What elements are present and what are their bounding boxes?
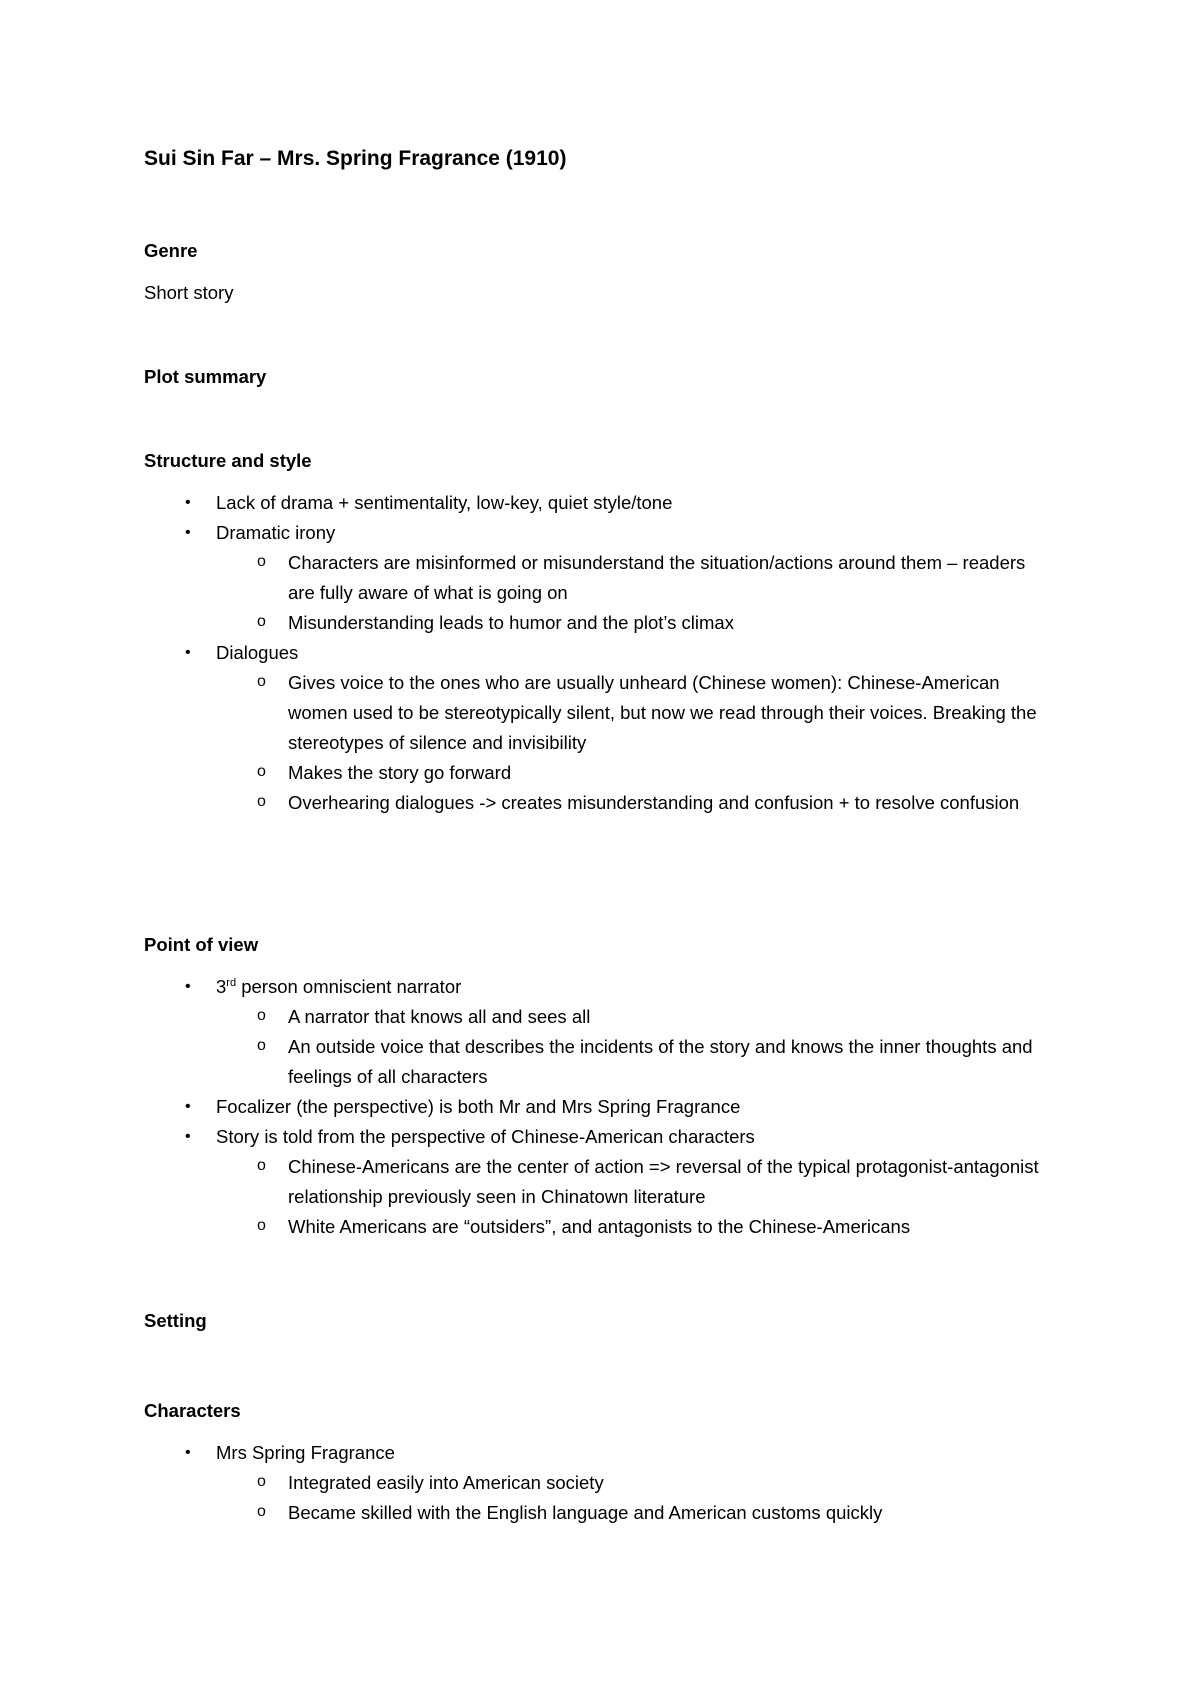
sub-list-item <box>216 1212 1056 1242</box>
list-item-text: 3rd person omniscient narrator <box>216 976 462 997</box>
sub-list <box>216 1152 1056 1242</box>
circle-bullet-icon: o <box>257 673 266 690</box>
sub-list-item-text: Became skilled with the English language and American customs quickly <box>288 1502 883 1523</box>
list-item-text: Focalizer (the perspective) is both Mr and Mrs Spring Fragrance <box>216 1096 741 1117</box>
list-item <box>144 638 1056 818</box>
sub-list-item-text: An outside voice that describes the incidents of the story and knows the inner thoughts and feelings of all characters <box>288 1036 1033 1087</box>
circle-bullet-icon: o <box>257 1157 266 1174</box>
genre-text: Short story <box>144 282 234 303</box>
pov-list <box>144 972 1056 1242</box>
sub-list-item-text: Characters are misinformed or misunderstand the situation/actions around them – readers are fully aware of what is going on <box>288 552 1026 603</box>
sub-list-item-text: A narrator that knows all and sees all <box>288 1006 591 1027</box>
circle-bullet-icon: o <box>257 1503 266 1520</box>
sub-list <box>216 668 1056 818</box>
structure-list <box>144 488 1056 818</box>
sub-list <box>216 1468 1056 1528</box>
circle-bullet-icon: o <box>257 763 266 780</box>
sub-list-item-text: Misunderstanding leads to humor and the plot’s climax <box>288 612 734 633</box>
sub-list <box>216 1002 1056 1092</box>
bullet-icon: • <box>185 1444 191 1461</box>
sub-list-item <box>216 758 1056 788</box>
sub-list <box>216 548 1056 638</box>
sub-list-item-text: Gives voice to the ones who are usually unheard (Chinese women): Chinese-American women used to be stereotypically silent, but now we read through their voices. Breaking the stereotypes of silence and invisibility <box>288 672 1037 753</box>
bullet-icon: • <box>185 644 191 661</box>
list-item <box>144 518 1056 638</box>
list-item-text: Dramatic irony <box>216 522 336 543</box>
sub-list-item <box>216 788 1056 818</box>
sub-list-item <box>216 668 1056 758</box>
ordinal-superscript: rd <box>226 976 237 989</box>
sub-list-item-text: Overhearing dialogues -> creates misunderstanding and confusion + to resolve confusion <box>288 792 1020 813</box>
sub-list-item-text: White Americans are “outsiders”, and antagonists to the Chinese-Americans <box>288 1216 911 1237</box>
sub-list-item-text: Makes the story go forward <box>288 762 512 783</box>
list-item <box>144 1122 1056 1242</box>
sub-list-item <box>216 548 1056 608</box>
sub-list-item <box>216 1002 1056 1032</box>
sub-list-item <box>216 1152 1056 1212</box>
heading-characters: Characters <box>144 1400 241 1421</box>
list-item <box>144 972 1056 1092</box>
list-item <box>144 488 1056 518</box>
circle-bullet-icon: o <box>257 793 266 810</box>
circle-bullet-icon: o <box>257 553 266 570</box>
bullet-icon: • <box>185 524 191 541</box>
document-title: Sui Sin Far – Mrs. Spring Fragrance (1910) <box>144 147 567 170</box>
circle-bullet-icon: o <box>257 1217 266 1234</box>
list-item-text: Mrs Spring Fragrance <box>216 1442 395 1463</box>
sub-list-item <box>216 608 1056 638</box>
characters-list <box>144 1438 1056 1528</box>
bullet-icon: • <box>185 494 191 511</box>
sub-list-item <box>216 1468 1056 1498</box>
heading-plot-summary: Plot summary <box>144 366 267 387</box>
sub-list-item-text: Chinese-Americans are the center of action => reversal of the typical protagonist-antagonist relationship previously seen in Chinatown literature <box>288 1156 1039 1207</box>
sub-list-item-text: Integrated easily into American society <box>288 1472 604 1493</box>
list-item-text: Lack of drama + sentimentality, low-key, quiet style/tone <box>216 492 673 513</box>
bullet-icon: • <box>185 1128 191 1145</box>
list-item-text: Dialogues <box>216 642 299 663</box>
heading-genre: Genre <box>144 240 198 261</box>
heading-structure-style: Structure and style <box>144 450 312 471</box>
circle-bullet-icon: o <box>257 1007 266 1024</box>
circle-bullet-icon: o <box>257 1473 266 1490</box>
list-item-text: Story is told from the perspective of Chinese-American characters <box>216 1126 755 1147</box>
circle-bullet-icon: o <box>257 1037 266 1054</box>
list-item <box>144 1092 1056 1122</box>
sub-list-item <box>216 1032 1056 1092</box>
list-item <box>144 1438 1056 1528</box>
sub-list-item <box>216 1498 1056 1528</box>
bullet-icon: • <box>185 978 191 995</box>
heading-setting: Setting <box>144 1310 207 1331</box>
heading-point-of-view: Point of view <box>144 934 259 955</box>
bullet-icon: • <box>185 1098 191 1115</box>
circle-bullet-icon: o <box>257 613 266 630</box>
